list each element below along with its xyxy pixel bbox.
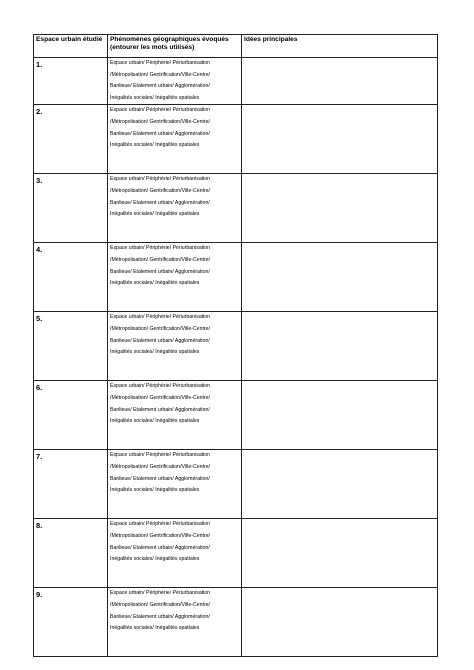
phenomena-terms-line: /Métropolisation/ Gentrification/Ville-Centre/ — [110, 71, 210, 78]
row-number: 7. — [34, 450, 108, 519]
phenomena-terms-line: Banlieue/ Etalement urbain/ Agglomération/ — [110, 544, 210, 551]
phenomena-terms-line: Espace urbain/ Périphérie/ Périurbanisation — [110, 521, 211, 528]
phenomena-terms-line: Espace urbain/ Périphérie/ Périurbanisation — [110, 60, 211, 66]
phenomena-terms-line: Espace urbain/ Périphérie/ Périurbanisation — [110, 314, 211, 321]
phenomena-terms-line: Banlieue/ Etalement urbain/ Agglomération/ — [110, 337, 210, 344]
phenomena-cell — [108, 588, 242, 657]
table-row — [34, 312, 438, 381]
main-ideas-cell[interactable] — [242, 174, 438, 243]
phenomena-terms-line: Inégalités sociales/ Inégalités spatiales — [110, 211, 200, 218]
phenomena-terms-line: Inégalités sociales/ Inégalités spatiales — [110, 94, 200, 101]
phenomena-terms-line: Banlieue/ Etalement urbain/ Agglomération/ — [110, 613, 210, 620]
main-ideas-cell[interactable] — [242, 450, 438, 519]
phenomena-terms-line: Inégalités sociales/ Inégalités spatiales — [110, 280, 200, 287]
row-number: 3. — [34, 174, 108, 243]
phenomena-terms-line: Espace urbain/ Périphérie/ Périurbanisation — [110, 107, 211, 114]
main-ideas-cell[interactable] — [242, 519, 438, 588]
phenomena-terms-line: /Métropolisation/ Gentrification/Ville-Centre/ — [110, 394, 210, 401]
worksheet-table — [33, 34, 438, 657]
phenomena-terms-line: Banlieue/ Etalement urbain/ Agglomération/ — [110, 268, 210, 275]
row-number: 8. — [34, 519, 108, 588]
row-number: 4. — [34, 243, 108, 312]
table-row — [34, 588, 438, 657]
table-body — [34, 58, 438, 657]
table-row — [34, 450, 438, 519]
header-row — [34, 35, 438, 58]
table-row — [34, 519, 438, 588]
phenomena-cell — [108, 381, 242, 450]
phenomena-terms-line: Banlieue/ Etalement urbain/ Agglomération/ — [110, 83, 210, 90]
main-ideas-cell[interactable] — [242, 588, 438, 657]
phenomena-cell — [108, 58, 242, 105]
phenomena-terms-line: /Métropolisation/ Gentrification/Ville-Centre/ — [110, 187, 210, 194]
phenomena-cell — [108, 312, 242, 381]
phenomena-terms-line: Espace urbain/ Périphérie/ Périurbanisation — [110, 245, 211, 252]
phenomena-terms-line: /Métropolisation/ Gentrification/Ville-Centre/ — [110, 601, 210, 608]
phenomena-terms-line: Inégalités sociales/ Inégalités spatiales — [110, 349, 200, 356]
row-number: 6. — [34, 381, 108, 450]
phenomena-terms-line: /Métropolisation/ Gentrification/Ville-Centre/ — [110, 463, 210, 470]
main-ideas-cell[interactable] — [242, 58, 438, 105]
phenomena-terms-line: /Métropolisation/ Gentrification/Ville-Centre/ — [110, 532, 210, 539]
phenomena-terms-line: Espace urbain/ Périphérie/ Périurbanisation — [110, 590, 211, 597]
phenomena-cell — [108, 174, 242, 243]
phenomena-terms-line: Inégalités sociales/ Inégalités spatiales — [110, 625, 200, 632]
table-row — [34, 105, 438, 174]
phenomena-cell — [108, 450, 242, 519]
header-phenomena: Phénomènes géographiques évoqués (entourer les mots utilisés) — [108, 35, 242, 58]
phenomena-terms-line: Banlieue/ Etalement urbain/ Agglomération/ — [110, 406, 210, 413]
phenomena-terms-line: Inégalités sociales/ Inégalités spatiales — [110, 142, 200, 149]
row-number: 1. — [34, 58, 108, 105]
table-row — [34, 174, 438, 243]
header-main-ideas: Idées principales — [242, 35, 438, 58]
phenomena-cell — [108, 243, 242, 312]
phenomena-terms-line: Banlieue/ Etalement urbain/ Agglomération/ — [110, 199, 210, 206]
row-number: 2. — [34, 105, 108, 174]
phenomena-terms-line: Inégalités sociales/ Inégalités spatiales — [110, 556, 200, 563]
table-row — [34, 58, 438, 105]
main-ideas-cell[interactable] — [242, 105, 438, 174]
phenomena-terms-line: /Métropolisation/ Gentrification/Ville-Centre/ — [110, 118, 210, 125]
table-row — [34, 243, 438, 312]
row-number: 5. — [34, 312, 108, 381]
phenomena-cell — [108, 105, 242, 174]
phenomena-terms-line: Inégalités sociales/ Inégalités spatiales — [110, 487, 200, 494]
phenomena-terms-line: Banlieue/ Etalement urbain/ Agglomération/ — [110, 475, 210, 482]
phenomena-terms-line: Inégalités sociales/ Inégalités spatiales — [110, 418, 200, 425]
phenomena-cell — [108, 519, 242, 588]
phenomena-terms-line: Espace urbain/ Périphérie/ Périurbanisation — [110, 452, 211, 459]
row-number: 9. — [34, 588, 108, 657]
phenomena-terms-line: /Métropolisation/ Gentrification/Ville-Centre/ — [110, 325, 210, 332]
main-ideas-cell[interactable] — [242, 312, 438, 381]
phenomena-terms-line: Espace urbain/ Périphérie/ Périurbanisation — [110, 176, 211, 183]
main-ideas-cell[interactable] — [242, 243, 438, 312]
main-ideas-cell[interactable] — [242, 381, 438, 450]
phenomena-terms-line: Espace urbain/ Périphérie/ Périurbanisation — [110, 383, 211, 390]
phenomena-terms-line: /Métropolisation/ Gentrification/Ville-Centre/ — [110, 256, 210, 263]
table-row — [34, 381, 438, 450]
phenomena-terms-line: Banlieue/ Etalement urbain/ Agglomération/ — [110, 130, 210, 137]
header-urban-space: Espace urbain étudié — [34, 35, 108, 58]
